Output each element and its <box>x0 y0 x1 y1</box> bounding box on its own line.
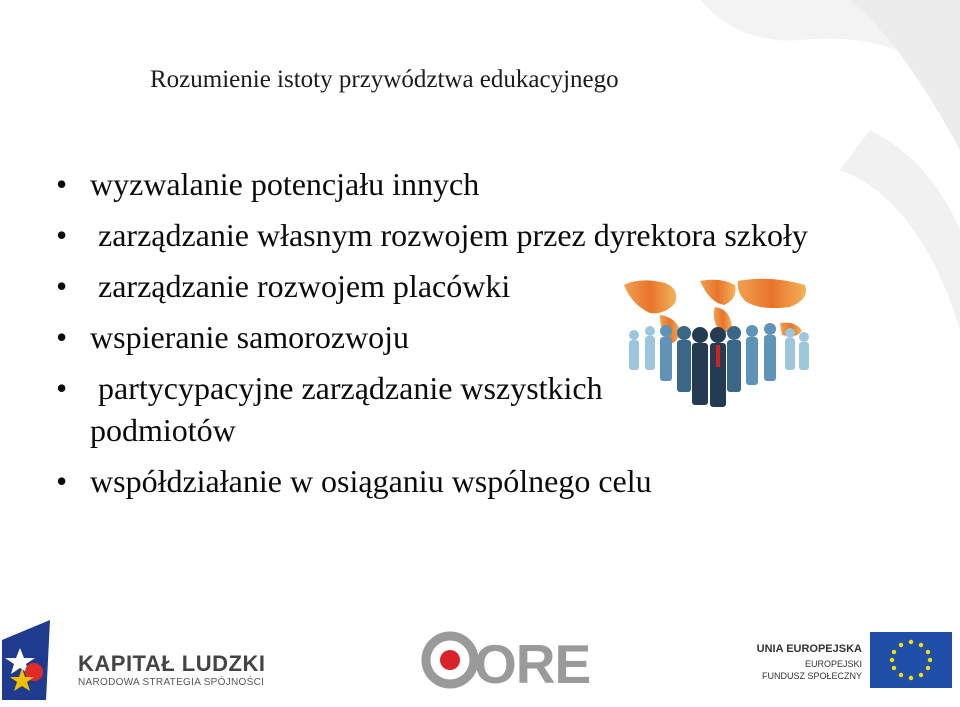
eu-label-line3: FUNDUSZ SPOŁECZNY <box>761 671 862 681</box>
bullet-icon: • <box>56 319 68 355</box>
list-item <box>56 163 836 205</box>
bullet-text: wspieranie samorozwoju <box>90 319 410 355</box>
kapital-ludzki-title: KAPITAŁ LUDZKI <box>78 651 266 676</box>
ore-logo-text: ORE <box>474 633 591 695</box>
bullet-icon: • <box>56 166 68 202</box>
bullet-text: zarządzanie własnym rozwojem przez dyrektora szkoły <box>90 217 808 253</box>
ore-logo-icon <box>426 636 474 684</box>
bullet-icon: • <box>56 370 68 406</box>
bullet-icon: • <box>56 463 68 499</box>
bullet-text: współdziałanie w osiąganiu wspólnego celu <box>90 463 652 499</box>
bullet-text: wyzwalanie potencjału innych <box>90 166 480 202</box>
eu-label-line1: UNIA EUROPEJSKA <box>756 643 862 655</box>
kapital-ludzki-logo-icon <box>2 620 50 700</box>
kapital-ludzki-subtitle: NARODOWA STRATEGIA SPÓJNOŚCI <box>78 677 265 688</box>
list-item <box>56 460 836 502</box>
leadership-crowd-image <box>620 275 814 415</box>
list-item <box>56 214 836 256</box>
slide-title: Rozumienie istoty przywództwa edukacyjnego <box>150 66 619 93</box>
bullet-text: zarządzanie rozwojem placówki <box>90 268 511 304</box>
bullet-text: partycypacyjne zarządzanie wszystkich podmiotów <box>90 370 611 448</box>
bullet-icon: • <box>56 268 68 304</box>
bullet-icon: • <box>56 217 68 253</box>
eu-label-line2: EUROPEJSKI <box>804 659 862 669</box>
